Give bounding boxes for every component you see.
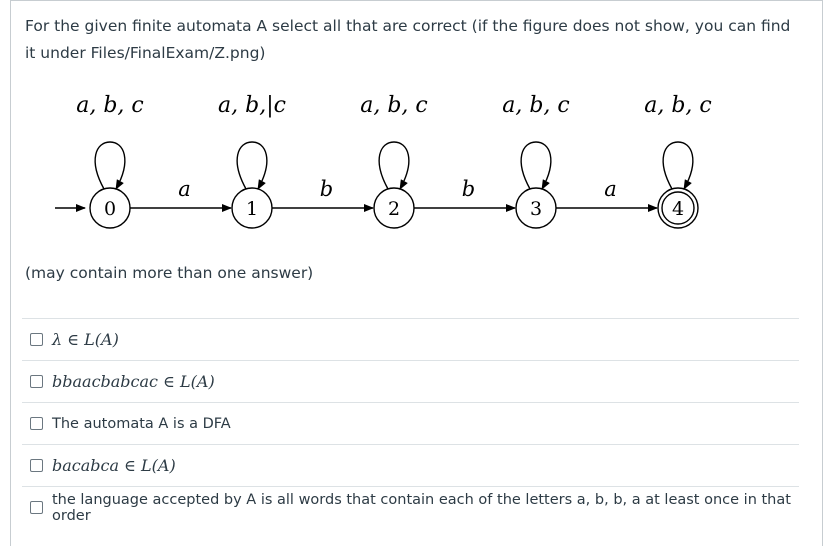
checkbox-icon[interactable]	[30, 333, 43, 346]
loop-label: a, b, c	[644, 93, 712, 118]
answer-label: bacabca ∈ L(A)	[52, 456, 176, 475]
state-2	[374, 142, 414, 228]
self-loop-0	[95, 142, 125, 189]
loop-label: a, b, c	[76, 93, 144, 118]
state-0	[90, 142, 130, 228]
answer-option[interactable]	[22, 486, 799, 528]
loop-label: a, b,|c	[218, 93, 286, 118]
state-label: 4	[671, 198, 685, 220]
transition-label: b	[461, 177, 476, 201]
transition-label: a	[178, 177, 191, 201]
answer-label: the language accepted by A is all words that contain each of the letters a, b, b, a at least once in that order	[52, 491, 791, 524]
self-loop-1	[237, 142, 267, 189]
answer-option[interactable]	[22, 360, 799, 402]
answer-label: bbaacbabcac ∈ L(A)	[52, 372, 215, 391]
state-1	[232, 142, 272, 228]
loop-label: a, b, c	[502, 93, 570, 118]
answer-option[interactable]	[22, 444, 799, 486]
self-loop-3	[521, 142, 551, 189]
loop-label: a, b, c	[360, 93, 428, 118]
state-label: 0	[103, 198, 117, 220]
checkbox-icon[interactable]	[30, 501, 43, 514]
answer-label: λ ∈ L(A)	[52, 330, 119, 349]
state-label: 1	[245, 198, 259, 220]
state-label: 2	[387, 198, 401, 220]
automaton-figure	[0, 0, 835, 250]
answer-option[interactable]	[22, 318, 799, 360]
transition-label: b	[319, 177, 334, 201]
question-text: For the given finite automata A select all that are correct (if the figure does not show, you can find it under Files/FinalExam/Z.png)	[25, 17, 791, 62]
checkbox-icon[interactable]	[30, 459, 43, 472]
state-3	[516, 142, 556, 228]
answer-label: The automata A is a DFA	[52, 415, 231, 432]
state-4	[658, 142, 698, 228]
transition-label: a	[604, 177, 617, 201]
answer-option[interactable]	[22, 402, 799, 444]
checkbox-icon[interactable]	[30, 417, 43, 430]
self-loop-4	[663, 142, 693, 189]
self-loop-2	[379, 142, 409, 189]
state-label: 3	[529, 198, 543, 220]
checkbox-icon[interactable]	[30, 375, 43, 388]
multiple-answer-note: (may contain more than one answer)	[25, 264, 314, 282]
answer-list	[22, 318, 799, 528]
